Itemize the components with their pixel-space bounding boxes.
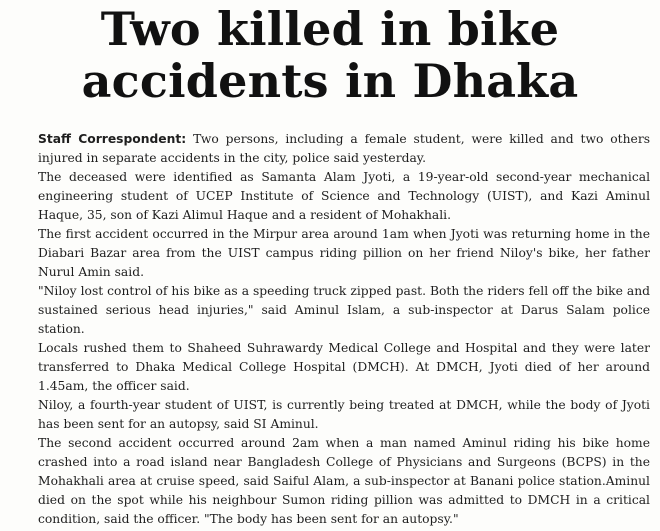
lead-paragraph [38,130,650,168]
headline-line-1: Two killed in bike [100,2,560,56]
paragraph-deceased: The deceased were identified as Samanta Alam Jyoti, a 19-year-old second-year mechanical engineering student of UCEP Institute of Science and Technology (UIST), and Kazi Aminul Haque, 35, son of Kazi Alimul Haque and a resident of Mohakhali. [38,170,650,222]
paragraph-second-accident: The second accident occurred around 2am when a man named Aminul riding his bike home crashed into a road island near Bangladesh College of Physicians and Surgeons (BCPS) in the Mohakhali area at cruise speed, said Saiful Alam, a sub-inspector at Banani police station.Aminul died on the spot while his neighbour Sumon riding pillion was admitted to DMCH in a critical condition, said the officer. "The body has been sent for an autopsy." [38,436,650,526]
paragraph-hospital: Locals rushed them to Shaheed Suhrawardy Medical College and Hospital and they were later transferred to Dhaka Medical College Hospital (DMCH). At DMCH, Jyoti died of her around 1.45am, the officer said. [38,341,650,393]
article-body [38,130,650,529]
headline-line-2: accidents in Dhaka [81,54,579,108]
paragraph-niloy: Niloy, a fourth-year student of UIST, is currently being treated at DMCH, while the body of Jyoti has been sent for an autopsy, said SI Aminul. [38,398,650,431]
paragraph-quote: "Niloy lost control of his bike as a speeding truck zipped past. Both the riders fell off the bike and sustained serious head injuries," said Aminul Islam, a sub-inspector at Darus Salam police station. [38,284,650,336]
lead-text: Two persons, including a female student, were killed and two others injured in separate accidents in the city, police said yesterday. [38,132,651,165]
byline: Staff Correspondent: [38,132,187,146]
headline [0,3,660,107]
paragraph-first-accident: The first accident occurred in the Mirpur area around 1am when Jyoti was returning home in the Diabari Bazar area from the UIST campus riding pillion on her friend Niloy's bike, her father Nurul Amin said. [38,227,650,279]
